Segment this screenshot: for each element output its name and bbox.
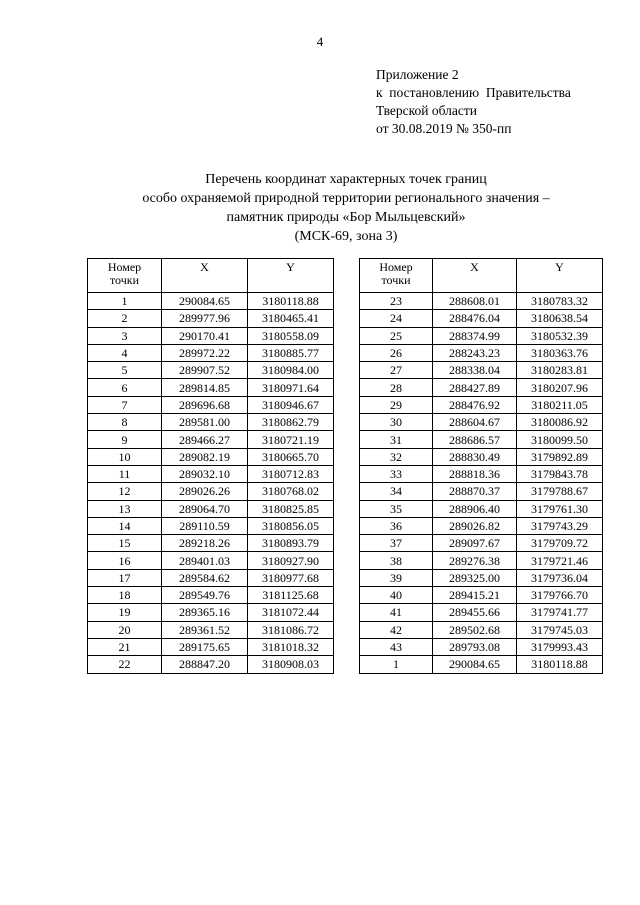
x-coordinate-cell: 289110.59 <box>162 517 248 534</box>
point-number-cell: 14 <box>88 517 162 534</box>
point-number-cell: 39 <box>360 569 433 586</box>
x-coordinate-cell: 289907.52 <box>162 362 248 379</box>
x-coordinate-cell: 290084.65 <box>162 293 248 310</box>
table-row <box>360 656 603 673</box>
point-number-cell: 29 <box>360 396 433 413</box>
table-row <box>88 414 334 431</box>
x-coordinate-cell: 289581.00 <box>162 414 248 431</box>
x-coordinate-cell: 290170.41 <box>162 327 248 344</box>
x-coordinate-cell: 289502.68 <box>433 621 517 638</box>
y-coordinate-cell: 3179761.30 <box>517 500 603 517</box>
table-row <box>88 293 334 310</box>
point-number-cell: 16 <box>88 552 162 569</box>
y-coordinate-cell: 3180363.76 <box>517 344 603 361</box>
point-number-cell: 23 <box>360 293 433 310</box>
y-coordinate-cell: 3179709.72 <box>517 535 603 552</box>
y-coordinate-cell: 3180977.68 <box>248 569 334 586</box>
appendix-line-4: от 30.08.2019 № 350-пп <box>376 121 512 136</box>
y-coordinate-cell: 3180971.64 <box>248 379 334 396</box>
x-coordinate-cell: 289082.19 <box>162 448 248 465</box>
x-coordinate-cell: 289972.22 <box>162 344 248 361</box>
document-title <box>0 170 640 246</box>
y-coordinate-cell: 3179745.03 <box>517 621 603 638</box>
point-number-cell: 33 <box>360 465 433 482</box>
point-number-cell: 41 <box>360 604 433 621</box>
point-number-cell: 36 <box>360 517 433 534</box>
header-point-number: Номер точки <box>360 259 433 293</box>
x-coordinate-cell: 289361.52 <box>162 621 248 638</box>
y-coordinate-cell: 3180885.77 <box>248 344 334 361</box>
x-coordinate-cell: 289026.26 <box>162 483 248 500</box>
x-coordinate-cell: 288608.01 <box>433 293 517 310</box>
point-number-cell: 1 <box>88 293 162 310</box>
point-number-cell: 20 <box>88 621 162 638</box>
x-coordinate-cell: 288906.40 <box>433 500 517 517</box>
table-row <box>88 500 334 517</box>
x-coordinate-cell: 289026.82 <box>433 517 517 534</box>
coordinates-table-right <box>359 258 603 674</box>
table-row <box>360 552 603 569</box>
point-number-cell: 10 <box>88 448 162 465</box>
y-coordinate-cell: 3180211.05 <box>517 396 603 413</box>
y-coordinate-cell: 3180946.67 <box>248 396 334 413</box>
table-row <box>88 344 334 361</box>
table-row <box>360 327 603 344</box>
y-coordinate-cell: 3180721.19 <box>248 431 334 448</box>
title-line-4: (МСК-69, зона 3) <box>294 229 398 244</box>
y-coordinate-cell: 3180532.39 <box>517 327 603 344</box>
table-row <box>88 362 334 379</box>
x-coordinate-cell: 289466.27 <box>162 431 248 448</box>
x-coordinate-cell: 289977.96 <box>162 310 248 327</box>
y-coordinate-cell: 3180207.96 <box>517 379 603 396</box>
header-point-number: Номер точки <box>88 259 162 293</box>
table-row <box>360 604 603 621</box>
table-row <box>88 448 334 465</box>
y-coordinate-cell: 3180783.32 <box>517 293 603 310</box>
header-y: Y <box>517 259 603 293</box>
x-coordinate-cell: 289032.10 <box>162 465 248 482</box>
x-coordinate-cell: 289064.70 <box>162 500 248 517</box>
point-number-cell: 35 <box>360 500 433 517</box>
point-number-cell: 24 <box>360 310 433 327</box>
table-row <box>88 483 334 500</box>
table-row <box>360 638 603 655</box>
point-number-cell: 22 <box>88 656 162 673</box>
appendix-block <box>376 66 571 138</box>
table-row <box>360 517 603 534</box>
title-line-3: памятник природы «Бор Мыльцевский» <box>226 210 466 225</box>
coordinates-table-left <box>87 258 334 674</box>
y-coordinate-cell: 3179843.78 <box>517 465 603 482</box>
table-row <box>88 535 334 552</box>
point-number-cell: 5 <box>88 362 162 379</box>
y-coordinate-cell: 3180099.50 <box>517 431 603 448</box>
table-row <box>88 552 334 569</box>
y-coordinate-cell: 3180712.83 <box>248 465 334 482</box>
y-coordinate-cell: 3179721.46 <box>517 552 603 569</box>
table-row <box>360 587 603 604</box>
x-coordinate-cell: 289549.76 <box>162 587 248 604</box>
table-row <box>88 621 334 638</box>
y-coordinate-cell: 3179892.89 <box>517 448 603 465</box>
point-number-cell: 21 <box>88 638 162 655</box>
x-coordinate-cell: 288427.89 <box>433 379 517 396</box>
table-row <box>360 465 603 482</box>
y-coordinate-cell: 3179766.70 <box>517 587 603 604</box>
y-coordinate-cell: 3180893.79 <box>248 535 334 552</box>
header-y: Y <box>248 259 334 293</box>
table-row <box>360 396 603 413</box>
point-number-cell: 2 <box>88 310 162 327</box>
x-coordinate-cell: 289455.66 <box>433 604 517 621</box>
table-row <box>88 431 334 448</box>
y-coordinate-cell: 3180908.03 <box>248 656 334 673</box>
table-row <box>88 604 334 621</box>
table-header-row <box>360 259 603 293</box>
point-number-cell: 34 <box>360 483 433 500</box>
point-number-cell: 27 <box>360 362 433 379</box>
y-coordinate-cell: 3179736.04 <box>517 569 603 586</box>
y-coordinate-cell: 3180665.70 <box>248 448 334 465</box>
x-coordinate-cell: 288476.04 <box>433 310 517 327</box>
table-row <box>360 569 603 586</box>
y-coordinate-cell: 3180558.09 <box>248 327 334 344</box>
point-number-cell: 17 <box>88 569 162 586</box>
point-number-cell: 1 <box>360 656 433 673</box>
appendix-line-1: Приложение 2 <box>376 67 459 82</box>
table-row <box>88 396 334 413</box>
title-line-1: Перечень координат характерных точек границ <box>205 172 487 187</box>
y-coordinate-cell: 3180825.85 <box>248 500 334 517</box>
y-coordinate-cell: 3181018.32 <box>248 638 334 655</box>
header-x: X <box>433 259 517 293</box>
point-number-cell: 28 <box>360 379 433 396</box>
table-row <box>360 293 603 310</box>
point-number-cell: 13 <box>88 500 162 517</box>
point-number-cell: 25 <box>360 327 433 344</box>
table-row <box>360 414 603 431</box>
appendix-line-3: Тверской области <box>376 103 477 118</box>
x-coordinate-cell: 288870.37 <box>433 483 517 500</box>
y-coordinate-cell: 3180638.54 <box>517 310 603 327</box>
point-number-cell: 37 <box>360 535 433 552</box>
point-number-cell: 38 <box>360 552 433 569</box>
point-number-cell: 12 <box>88 483 162 500</box>
x-coordinate-cell: 288476.92 <box>433 396 517 413</box>
table-row <box>360 448 603 465</box>
table-row <box>360 362 603 379</box>
point-number-cell: 7 <box>88 396 162 413</box>
x-coordinate-cell: 290084.65 <box>433 656 517 673</box>
table-row <box>360 500 603 517</box>
point-number-cell: 26 <box>360 344 433 361</box>
x-coordinate-cell: 288374.99 <box>433 327 517 344</box>
y-coordinate-cell: 3180086.92 <box>517 414 603 431</box>
x-coordinate-cell: 288604.67 <box>433 414 517 431</box>
table-row <box>88 379 334 396</box>
x-coordinate-cell: 288686.57 <box>433 431 517 448</box>
page-number: 4 <box>316 34 324 49</box>
x-coordinate-cell: 289401.03 <box>162 552 248 569</box>
y-coordinate-cell: 3181125.68 <box>248 587 334 604</box>
y-coordinate-cell: 3181072.44 <box>248 604 334 621</box>
point-number-cell: 11 <box>88 465 162 482</box>
x-coordinate-cell: 288847.20 <box>162 656 248 673</box>
table-row <box>360 379 603 396</box>
x-coordinate-cell: 289814.85 <box>162 379 248 396</box>
table-row <box>360 535 603 552</box>
x-coordinate-cell: 289415.21 <box>433 587 517 604</box>
point-number-cell: 9 <box>88 431 162 448</box>
y-coordinate-cell: 3180856.05 <box>248 517 334 534</box>
table-header-row <box>88 259 334 293</box>
x-coordinate-cell: 289218.26 <box>162 535 248 552</box>
y-coordinate-cell: 3180984.00 <box>248 362 334 379</box>
y-coordinate-cell: 3179743.29 <box>517 517 603 534</box>
y-coordinate-cell: 3180768.02 <box>248 483 334 500</box>
table-body-right <box>360 293 603 674</box>
y-coordinate-cell: 3179788.67 <box>517 483 603 500</box>
point-number-cell: 3 <box>88 327 162 344</box>
table-body-left <box>88 293 334 674</box>
point-number-cell: 4 <box>88 344 162 361</box>
table-row <box>88 656 334 673</box>
y-coordinate-cell: 3180927.90 <box>248 552 334 569</box>
point-number-cell: 40 <box>360 587 433 604</box>
header-x: X <box>162 259 248 293</box>
point-number-cell: 43 <box>360 638 433 655</box>
y-coordinate-cell: 3180862.79 <box>248 414 334 431</box>
x-coordinate-cell: 289175.65 <box>162 638 248 655</box>
x-coordinate-cell: 288818.36 <box>433 465 517 482</box>
y-coordinate-cell: 3179993.43 <box>517 638 603 655</box>
x-coordinate-cell: 288243.23 <box>433 344 517 361</box>
point-number-cell: 30 <box>360 414 433 431</box>
point-number-cell: 18 <box>88 587 162 604</box>
x-coordinate-cell: 289584.62 <box>162 569 248 586</box>
table-row <box>88 517 334 534</box>
x-coordinate-cell: 289276.38 <box>433 552 517 569</box>
point-number-cell: 42 <box>360 621 433 638</box>
x-coordinate-cell: 289097.67 <box>433 535 517 552</box>
title-line-2: особо охраняемой природной территории регионального значения – <box>142 191 550 206</box>
y-coordinate-cell: 3180118.88 <box>517 656 603 673</box>
y-coordinate-cell: 3181086.72 <box>248 621 334 638</box>
table-row <box>88 638 334 655</box>
x-coordinate-cell: 288830.49 <box>433 448 517 465</box>
y-coordinate-cell: 3180283.81 <box>517 362 603 379</box>
table-row <box>360 621 603 638</box>
point-number-cell: 32 <box>360 448 433 465</box>
point-number-cell: 31 <box>360 431 433 448</box>
point-number-cell: 15 <box>88 535 162 552</box>
y-coordinate-cell: 3180118.88 <box>248 293 334 310</box>
x-coordinate-cell: 289696.68 <box>162 396 248 413</box>
point-number-cell: 8 <box>88 414 162 431</box>
x-coordinate-cell: 289365.16 <box>162 604 248 621</box>
x-coordinate-cell: 289325.00 <box>433 569 517 586</box>
table-row <box>360 431 603 448</box>
table-row <box>360 310 603 327</box>
table-row <box>88 327 334 344</box>
appendix-line-2: к постановлению Правительства <box>376 85 571 100</box>
table-row <box>88 310 334 327</box>
table-row <box>360 483 603 500</box>
table-row <box>360 344 603 361</box>
point-number-cell: 6 <box>88 379 162 396</box>
table-row <box>88 465 334 482</box>
x-coordinate-cell: 288338.04 <box>433 362 517 379</box>
y-coordinate-cell: 3180465.41 <box>248 310 334 327</box>
y-coordinate-cell: 3179741.77 <box>517 604 603 621</box>
x-coordinate-cell: 289793.08 <box>433 638 517 655</box>
table-row <box>88 569 334 586</box>
point-number-cell: 19 <box>88 604 162 621</box>
table-row <box>88 587 334 604</box>
